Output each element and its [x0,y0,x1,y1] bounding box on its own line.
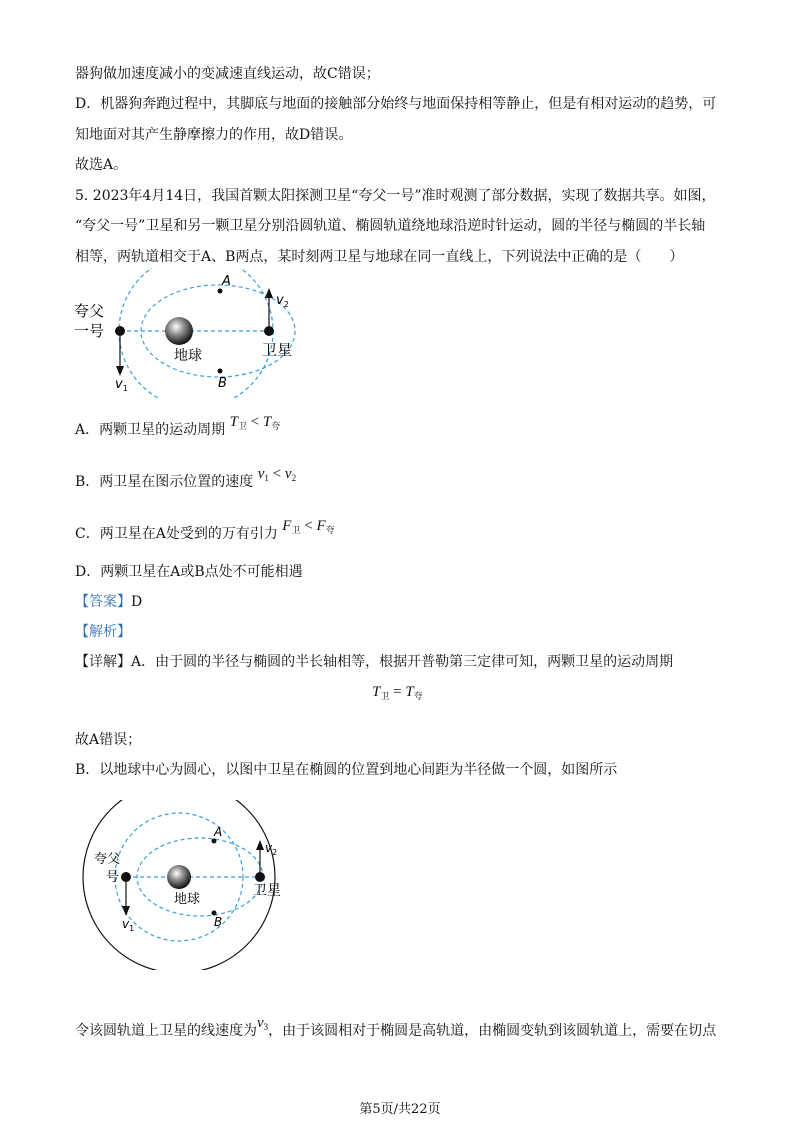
a-wrong: 故A错误； [75,732,142,748]
orbit-figure-2 [76,800,316,970]
text-line-3: 知地面对其产生静摩擦力的作用，故D错误。 [75,127,353,143]
analysis-label: 【解析】 [75,624,131,640]
page-footer: 第5页/共22页 [359,1102,441,1117]
v2-label: $v_2$ [265,841,278,857]
point-b [218,369,223,374]
earth-label: 地球 [174,348,202,364]
option-d: D．两颗卫星在A或B点处不可能相遇 [75,564,303,580]
period-equation: $T_卫 = T_夸$ [372,684,423,701]
option-b [75,466,297,496]
kuafu-label-1: 夸父 [94,852,121,867]
v1-label: $v_1$ [115,377,128,393]
v1-label: $v_1$ [122,917,135,933]
option-a [75,414,281,444]
option-a-text: A．两颗卫星的运动周期 [75,422,226,438]
option-a-math: $T_卫 < T_夸$ [229,414,281,431]
question-5-line-1: 5. 2023年4月14日，我国首颗太阳探测卫星“夸父一号”准时观测了部分数据，实现了数据共享。如图， [75,188,716,204]
satellite-label: 卫星 [253,883,281,899]
option-b-text: B．两卫星在图示位置的速度 [75,474,254,490]
detail-text: A．由于圆的半径与椭圆的半长轴相等，根据开普勒第三定律可知，两颗卫星的运动周期 [131,654,674,670]
last-line-post: ，由于该圆相对于椭圆是高轨道，由椭圆变轨到该圆轨道上，需要在切点 [268,1023,717,1039]
kuafu-satellite [115,326,125,336]
earth-icon [167,865,191,889]
other-satellite [264,326,274,336]
point-b-label: B [218,376,227,391]
point-a [212,839,217,844]
v3-symbol: $v_3$ [257,1015,269,1032]
last-line-pre: 令该圆轨道上卫星的线速度为 [75,1023,257,1039]
option-b-math: $v_1 < v_2$ [257,466,297,483]
question-5-line-3: 相等，两轨道相交于A、B两点，某时刻两卫星与地球在同一直线上，下列说法中正确的是（ ） [75,249,684,265]
answer-line [75,592,142,612]
text-line-4: 故选A。 [75,157,128,173]
answer-value: D [131,594,143,610]
satellite-label: 卫星 [262,341,293,359]
question-5-line-2: “夸父一号”卫星和另一颗卫星分别沿圆轨道、椭圆轨道绕地球沿逆时针运动，圆的半径与椭圆的半长轴 [75,218,706,234]
answer-label: 【答案】 [75,594,131,610]
point-a-label: A [222,274,231,289]
v2-label: $v_2$ [276,293,289,309]
other-satellite [255,872,265,882]
detail-label: 【详解】 [75,654,131,670]
point-a [218,289,223,294]
point-a-label: A [214,825,223,839]
kuafu-label-2: 一号 [74,322,105,340]
earth-label: 地球 [174,892,201,907]
kuafu-label-2: 号 [106,870,120,885]
circular-orbit [119,268,273,398]
text-line-1: 器狗做加速度减小的变减速直线运动，故C错误； [75,66,380,82]
option-c-math: $F_卫 < F_夸$ [282,518,335,535]
option-c [75,518,335,548]
orbit-figure-1 [70,268,330,398]
text-line-2: D．机器狗奔跑过程中，其脚底与地面的接触部分始终与地面保持相等静止，但是有相对运动的趋势，可 [75,96,717,112]
kuafu-satellite [121,872,131,882]
detail-line [75,652,673,672]
earth-icon [165,317,193,345]
kuafu-label-1: 夸父 [74,302,105,320]
last-line [75,1015,717,1045]
b-explain: B．以地球中心为圆心，以图中卫星在椭圆的位置到地心间距为半径做一个圆，如图所示 [75,762,618,778]
point-b-label: B [214,915,223,929]
option-c-text: C．两卫星在A处受到的万有引力 [75,526,278,542]
